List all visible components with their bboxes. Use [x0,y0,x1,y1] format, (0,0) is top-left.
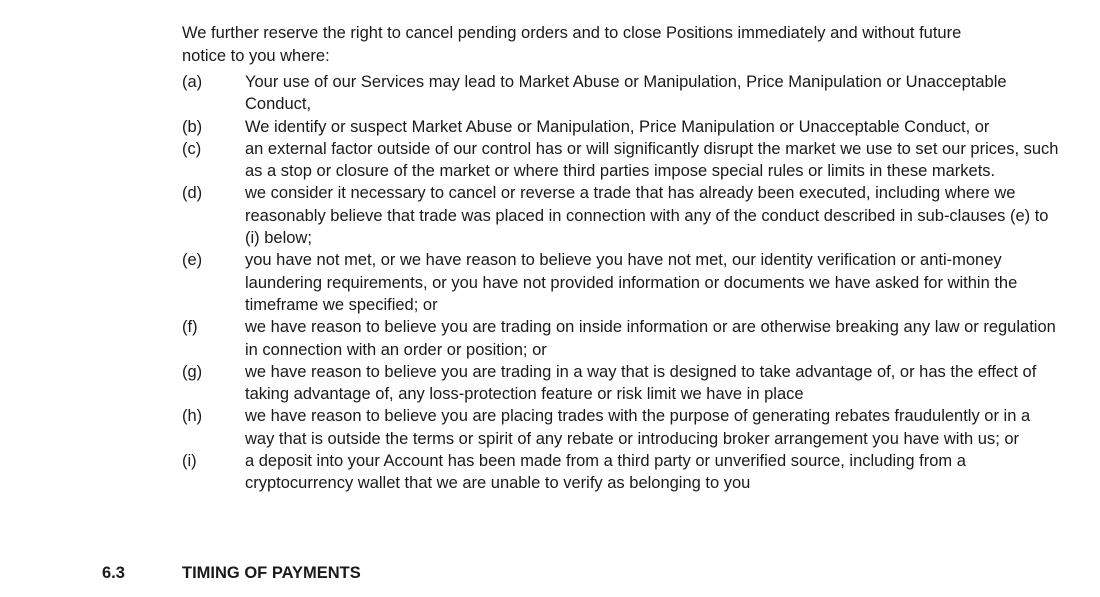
clause-a [182,71,1062,116]
clause-marker: (c) [182,139,202,158]
clause-text: Your use of our Services may lead to Market Abuse or Manipulation, Price Manipulation or Unacceptable Conduct, [245,73,1007,114]
clause-text: we have reason to believe you are placing trades with the purpose of generating rebates fraudulently or in a way that is outside the terms or spirit of any rebate or introducing broker arrangement you have with us; or [245,407,1031,448]
clause-f [182,316,1062,361]
clause-b [182,116,1062,138]
clause-marker: (a) [182,73,203,91]
clause-marker: (f) [182,318,198,337]
section-number: 6.3 [102,564,125,582]
clause-text: we have reason to believe you are trading in a way that is designed to take advantage of, or has the effect of taking advantage of, any loss-protection feature or risk limit we have in place [245,362,1037,404]
clause-e [182,249,1062,316]
clause-marker: (d) [182,184,203,203]
clause-h [182,405,1062,450]
clause-text: we consider it necessary to cancel or reverse a trade that has already been executed, including where we reasonably believe that trade was placed in connection with any of the conduct described in sub-clauses (e) to (i) below; [245,184,1049,248]
clause-text: an external factor outside of our control has or will significantly disrupt the market we use to set our prices, such as a stop or closure of the market or where third parties impose special rules or limits in these markets. [245,139,1059,181]
clause-text: We identify or suspect Market Abuse or Manipulation, Price Manipulation or Unacceptable Conduct, or [245,117,990,136]
clause-c [182,138,1062,183]
clause-i [182,450,1062,495]
intro-paragraph: We further reserve the right to cancel pending orders and to close Positions immediately and without future notice to you where: [182,24,962,65]
clause-d [182,182,1062,249]
clause-g [182,361,1062,406]
clause-text: we have reason to believe you are trading on inside information or are otherwise breaking any law or regulation in connection with an order or position; or [245,318,1056,359]
clause-marker: (b) [182,117,203,136]
section-title: TIMING OF PAYMENTS [182,564,361,582]
clause-marker: (e) [182,251,203,270]
clause-text: a deposit into your Account has been made from a third party or unverified source, including from a cryptocurrency wallet that we are unable to verify as belonging to you [245,452,966,493]
clause-marker: (h) [182,407,203,426]
clause-marker: (g) [182,362,203,381]
clause-marker: (i) [182,452,197,471]
section-heading [0,562,1100,584]
clause-text: you have not met, or we have reason to believe you have not met, our identity verification or anti-money laundering requirements, or you have not provided information or documents we have asked for within the timeframe we specified; or [245,251,1018,314]
clause-list [182,71,1062,495]
